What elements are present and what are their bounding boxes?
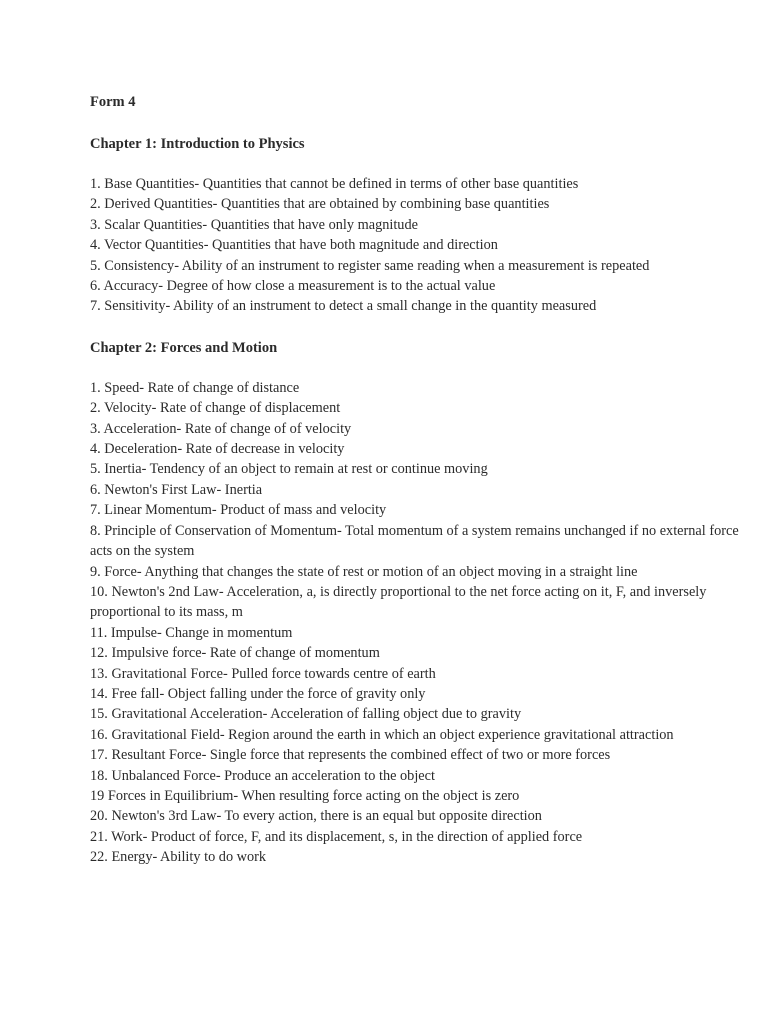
list-item: 18. Unbalanced Force- Produce an acceleration to the object xyxy=(90,767,435,784)
list-item: 2. Velocity- Rate of change of displacement xyxy=(90,400,341,417)
chapter-2-definitions-list xyxy=(90,378,750,868)
list-item: 3. Scalar Quantities- Quantities that have only magnitude xyxy=(90,216,418,233)
list-item: 19 Forces in Equilibrium- When resulting force acting on the object is zero xyxy=(90,787,520,804)
chapter-2-section xyxy=(90,338,750,868)
list-item: 20. Newton's 3rd Law- To every action, there is an equal but opposite direction xyxy=(90,808,542,825)
list-item: 5. Consistency- Ability of an instrument to register same reading when a measurement is repeated xyxy=(90,257,650,274)
list-item: 14. Free fall- Object falling under the force of gravity only xyxy=(90,685,426,702)
list-item: 2. Derived Quantities- Quantities that are obtained by combining base quantities xyxy=(90,196,550,213)
list-item: 4. Vector Quantities- Quantities that have both magnitude and direction xyxy=(90,237,498,254)
list-item: 22. Energy- Ability to do work xyxy=(90,849,267,866)
list-item: 7. Sensitivity- Ability of an instrument to detect a small change in the quantity measured xyxy=(90,298,597,315)
list-item: 13. Gravitational Force- Pulled force towards centre of earth xyxy=(90,665,436,682)
section-spacer xyxy=(90,317,750,338)
chapter-2-title: Chapter 2: Forces and Motion xyxy=(90,339,278,356)
list-item: 4. Deceleration- Rate of decrease in velocity xyxy=(90,441,345,458)
list-item: 16. Gravitational Field- Region around the earth in which an object experience gravitational attraction xyxy=(90,726,674,743)
list-item: 10. Newton's 2nd Law- Acceleration, a, is directly proportional to the net force acting on it, F, and inversely proportional to its mass, m xyxy=(90,583,707,621)
form-title: Form 4 xyxy=(90,94,136,110)
list-item: 21. Work- Product of force, F, and its displacement, s, in the direction of applied force xyxy=(90,828,583,845)
list-item: 1. Base Quantities- Quantities that cannot be defined in terms of other base quantities xyxy=(90,176,579,192)
list-item: 17. Resultant Force- Single force that represents the combined effect of two or more forces xyxy=(90,747,611,764)
list-item: 11. Impulse- Change in momentum xyxy=(90,624,293,641)
list-item: 6. Accuracy- Degree of how close a measurement is to the actual value xyxy=(90,278,496,295)
list-item: 3. Acceleration- Rate of change of of velocity xyxy=(90,420,352,437)
chapter-1-section xyxy=(90,134,750,317)
document-page xyxy=(90,92,750,868)
list-item: 5. Inertia- Tendency of an object to remain at rest or continue moving xyxy=(90,461,488,478)
list-item: 7. Linear Momentum- Product of mass and velocity xyxy=(90,502,387,519)
chapter-1-definitions-list xyxy=(90,174,750,317)
list-item: 8. Principle of Conservation of Momentum- Total momentum of a system remains unchanged if no external force acts on the system xyxy=(90,522,739,560)
list-item: 12. Impulsive force- Rate of change of momentum xyxy=(90,645,380,662)
list-item: 1. Speed- Rate of change of distance xyxy=(90,379,300,396)
chapter-1-title: Chapter 1: Introduction to Physics xyxy=(90,136,305,152)
list-item: 9. Force- Anything that changes the state of rest or motion of an object moving in a straight line xyxy=(90,563,638,580)
list-item: 6. Newton's First Law- Inertia xyxy=(90,481,263,498)
list-item: 15. Gravitational Acceleration- Acceleration of falling object due to gravity xyxy=(90,706,522,723)
